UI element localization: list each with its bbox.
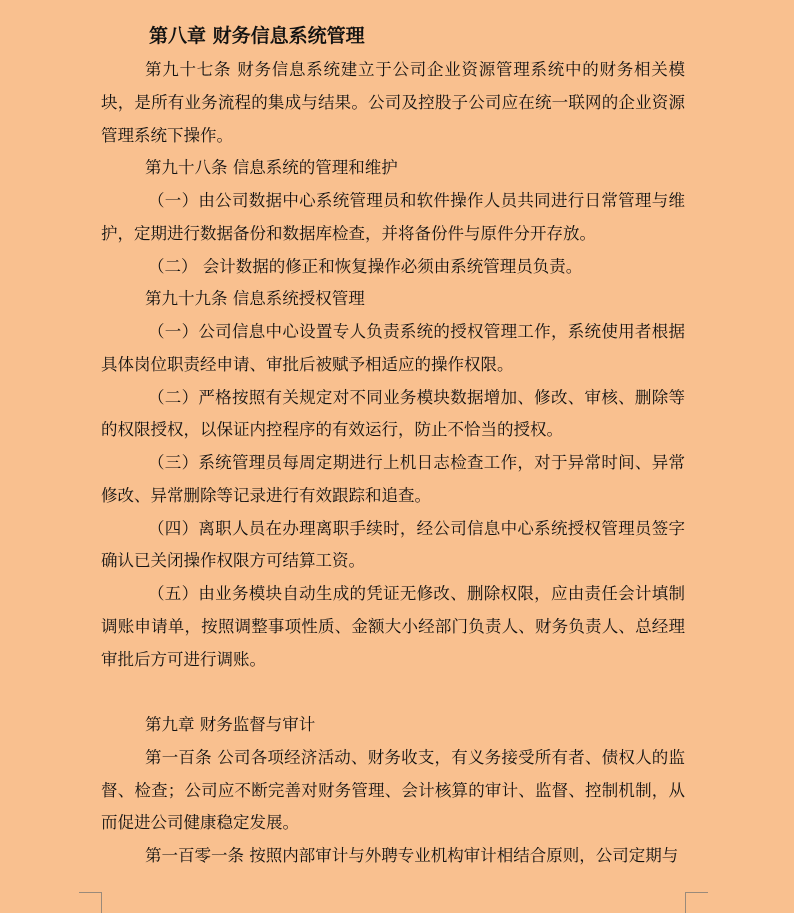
paragraph-line: 修改、异常删除等记录进行有效跟踪和追查。 bbox=[101, 485, 431, 505]
paragraph bbox=[101, 283, 685, 316]
paragraph bbox=[101, 382, 685, 448]
paragraph bbox=[101, 578, 685, 676]
paragraph bbox=[101, 251, 685, 284]
chapter-9-heading: 第九章 财务监督与审计 bbox=[145, 715, 316, 734]
paragraph-line: （四）离职人员在办理离职手续时，经公司信息中心系统授权管理员签字 bbox=[148, 518, 685, 538]
paragraph-line: 第一百零一条 按照内部审计与外聘专业机构审计相结合原则，公司定期与 bbox=[145, 846, 679, 865]
paragraph-line: （二） 会计数据的修正和恢复操作必须由系统管理员负责。 bbox=[148, 256, 583, 276]
paragraph-line: 具体岗位职责经申请、审批后被赋予相适应的操作权限。 bbox=[101, 354, 514, 374]
paragraph-line: （一）由公司数据中心系统管理员和软件操作人员共同进行日常管理与维 bbox=[148, 191, 685, 210]
paragraph bbox=[101, 742, 685, 840]
paragraph bbox=[101, 185, 685, 251]
paragraph bbox=[101, 513, 685, 579]
paragraph-line: 管理系统下操作。 bbox=[101, 125, 233, 145]
paragraph-line: 而促进公司健康稳定发展。 bbox=[101, 813, 299, 833]
chapter-8-body bbox=[101, 54, 685, 676]
paragraph-line: （一）公司信息中心设置专人负责系统的授权管理工作，系统使用者根据 bbox=[148, 322, 685, 341]
paragraph-line: 第九十九条 信息系统授权管理 bbox=[145, 289, 365, 309]
paragraph bbox=[101, 152, 685, 185]
chapter-9-body bbox=[101, 742, 685, 873]
paragraph-line: （三）系统管理员每周定期进行上机日志检查工作，对于异常时间、异常 bbox=[148, 453, 685, 472]
paragraph-line: 督、检查；公司应不断完善对财务管理、会计核算的审计、监督、控制机制，从 bbox=[101, 780, 685, 800]
paragraph-line: 第九十七条 财务信息系统建立于公司企业资源管理系统中的财务相关模 bbox=[145, 60, 685, 79]
paragraph-line: 审批后方可进行调账。 bbox=[101, 649, 266, 669]
paragraph-line: 第一百条 公司各项经济活动、财务收支，有义务接受所有者、债权人的监 bbox=[145, 747, 685, 767]
paragraph-line: （二）严格按照有关规定对不同业务模块数据增加、修改、审核、删除等 bbox=[148, 387, 685, 407]
document-page bbox=[101, 18, 685, 873]
paragraph bbox=[101, 840, 685, 873]
paragraph-line: 调账申请单，按照调整事项性质、金额大小经部门负责人、财务负责人、总经理 bbox=[101, 616, 685, 636]
paragraph bbox=[101, 54, 685, 152]
paragraph bbox=[101, 447, 685, 513]
paragraph-line: 确认已关闭操作权限方可结算工资。 bbox=[101, 551, 365, 571]
blank-line bbox=[101, 676, 685, 709]
paragraph-line: 第九十八条 信息系统的管理和维护 bbox=[145, 158, 398, 178]
paragraph-line: （五）由业务模块自动生成的凭证无修改、删除权限，应由责任会计填制 bbox=[148, 584, 685, 603]
paragraph-line: 的权限授权，以保证内控程序的有效运行，防止不恰当的授权。 bbox=[101, 420, 563, 440]
paragraph-line: 护，定期进行数据备份和数据库检查，并将备份件与原件分开存放。 bbox=[101, 223, 596, 243]
chapter-8-heading: 第八章 财务信息系统管理 bbox=[149, 25, 365, 47]
paragraph bbox=[101, 316, 685, 382]
paragraph-line: 块，是所有业务流程的集成与结果。公司及控股子公司应在统一联网的企业资源 bbox=[101, 92, 685, 112]
